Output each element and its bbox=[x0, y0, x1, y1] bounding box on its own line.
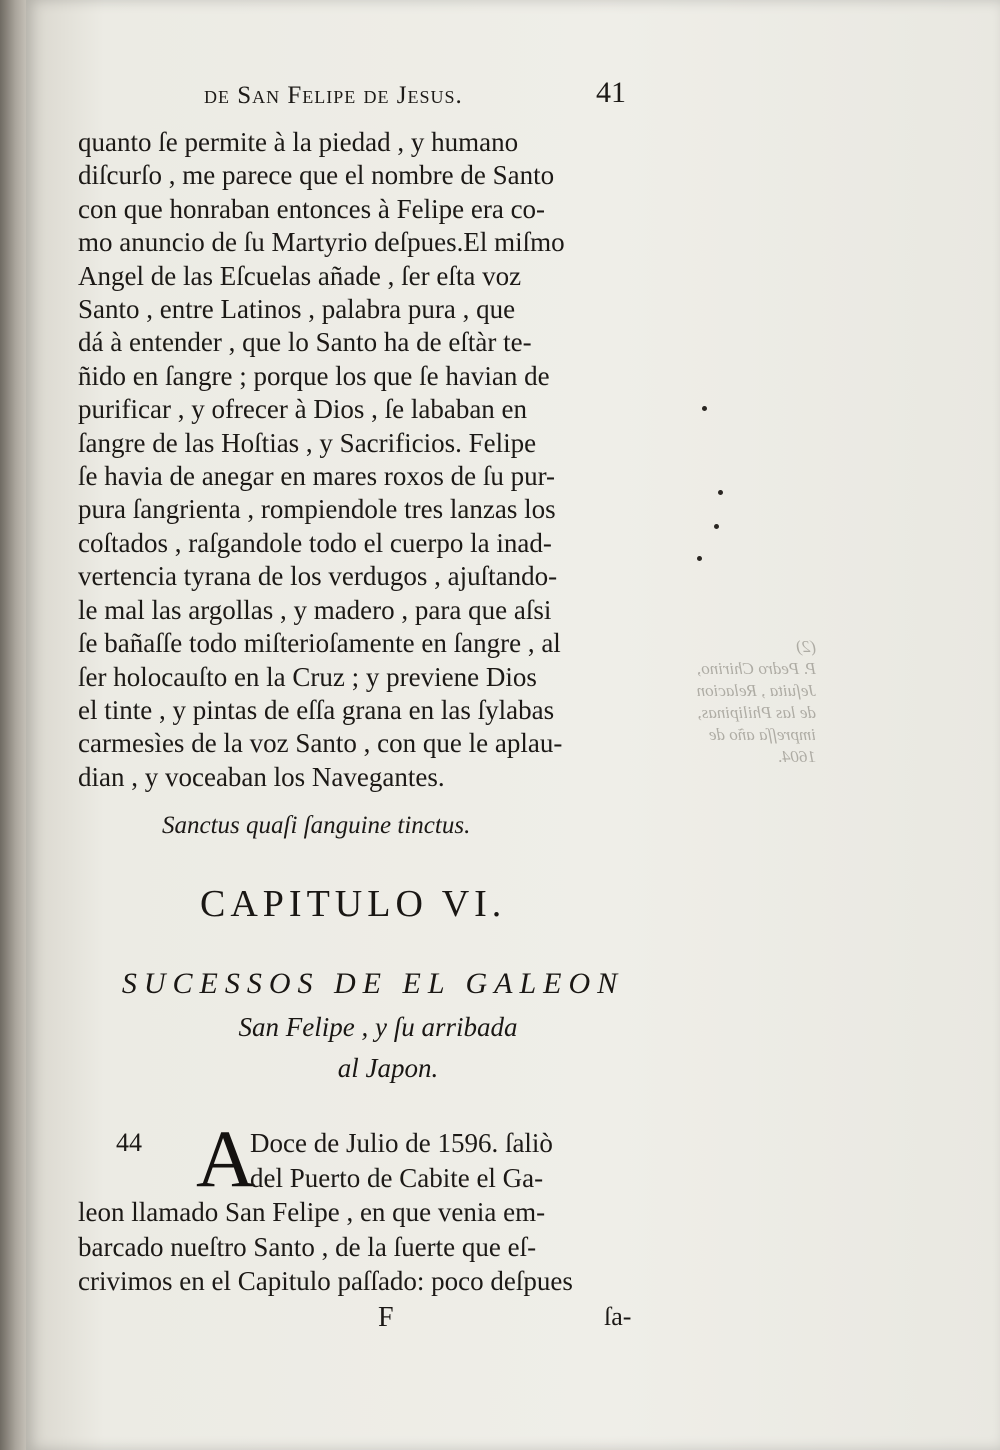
body-line: purificar , y ofrecer à Dios , ſe lababan en bbox=[78, 394, 528, 425]
chapter-heading: CAPITULO VI. bbox=[200, 883, 507, 925]
ink-speck bbox=[714, 524, 719, 529]
body-line: con que honraban entonces à Felipe era co- bbox=[78, 193, 546, 224]
body-line: coſtados , raſgandole todo el cuerpo la inad- bbox=[78, 527, 552, 558]
signature-mark: F bbox=[378, 1302, 394, 1333]
running-title: de San Felipe de Jesus. bbox=[204, 82, 463, 109]
margin-note bbox=[686, 636, 816, 768]
margin-note-line: P. Pedro Chirino, bbox=[696, 659, 816, 678]
subtitle-line-3: al Japon. bbox=[337, 1053, 439, 1083]
body-line: pura ſangrienta , rompiendole tres lanzas los bbox=[78, 494, 556, 525]
body-line: mo anuncio de ſu Martyrio deſpues.El miſmo bbox=[78, 227, 565, 258]
subtitle-line-2: San Felipe , y ſu arribada bbox=[238, 1012, 518, 1042]
paragraph-number: 44 bbox=[116, 1128, 142, 1157]
body-line: Angel de las Eſcuelas añade , ſer eſta voz bbox=[78, 260, 522, 291]
body-line: Santo , entre Latinos , palabra pura , que bbox=[78, 294, 516, 325]
subtitle-line-1: SUCESSOS DE EL GALEON bbox=[121, 967, 625, 1000]
paragraph-line: barcado nueſtro Santo , de la ſuerte que eſ- bbox=[78, 1231, 537, 1262]
catchword: ſa- bbox=[604, 1302, 632, 1331]
latin-quote: Sanctus quaſi ſanguine tinctus. bbox=[162, 812, 471, 839]
chapter-paragraph bbox=[78, 1126, 663, 1299]
ink-speck bbox=[718, 490, 723, 495]
body-line: ſe havia de anegar en mares roxos de ſu pur- bbox=[78, 461, 556, 492]
body-line: ſe bañaſſe todo miſterioſamente en ſangre , al bbox=[78, 628, 561, 659]
body-line: quanto ſe permite à la piedad , y humano bbox=[78, 127, 519, 157]
paragraph-line: Doce de Julio de 1596. ſaliò bbox=[250, 1128, 553, 1158]
margin-note-line: Jeſuita , Relacion bbox=[696, 681, 816, 700]
margin-note-line: (2) bbox=[796, 637, 816, 656]
margin-note-line: 1604. bbox=[777, 747, 816, 766]
running-head bbox=[204, 76, 644, 110]
body-line: dá à entender , que lo Santo ha de eſtàr te- bbox=[78, 327, 532, 358]
folio-number: 41 bbox=[596, 76, 626, 109]
body-line: diſcurſo , me parece que el nombre de Santo bbox=[78, 160, 555, 191]
paragraph-line: leon llamado San Felipe , en que venia em- bbox=[78, 1197, 546, 1227]
ink-speck bbox=[697, 556, 702, 561]
body-line: le mal las argollas , y madero , para que aſsi bbox=[78, 594, 552, 625]
chapter-subtitle bbox=[78, 962, 668, 1088]
drop-cap: A bbox=[196, 1113, 256, 1204]
margin-note-line: impreſſa año de bbox=[708, 725, 816, 744]
body-line: ñido en ſangre ; porque los que ſe havian de bbox=[78, 360, 550, 391]
paragraph-line: del Puerto de Cabite el Ga- bbox=[250, 1162, 544, 1193]
ink-speck bbox=[702, 406, 707, 411]
body-line: el tinte , y pintas de eſſa grana en las ſylabas bbox=[78, 694, 555, 725]
body-line: carmesìes de la voz Santo , con que le aplau- bbox=[78, 728, 563, 759]
margin-note-line: de las Philipinas, bbox=[697, 703, 816, 722]
paragraph-line: crivimos en el Capitulo paſſado: poco deſpues bbox=[78, 1266, 573, 1296]
body-line: ſer holocauſto en la Cruz ; y previene Dios bbox=[78, 661, 537, 692]
body-line: ſangre de las Hoſtias , y Sacrificios. Felipe bbox=[78, 427, 537, 458]
body-text bbox=[78, 126, 658, 794]
body-line: dian , y voceaban los Navegantes. bbox=[78, 761, 445, 792]
body-line: vertencia tyrana de los verdugos , ajuſtando- bbox=[78, 561, 558, 592]
